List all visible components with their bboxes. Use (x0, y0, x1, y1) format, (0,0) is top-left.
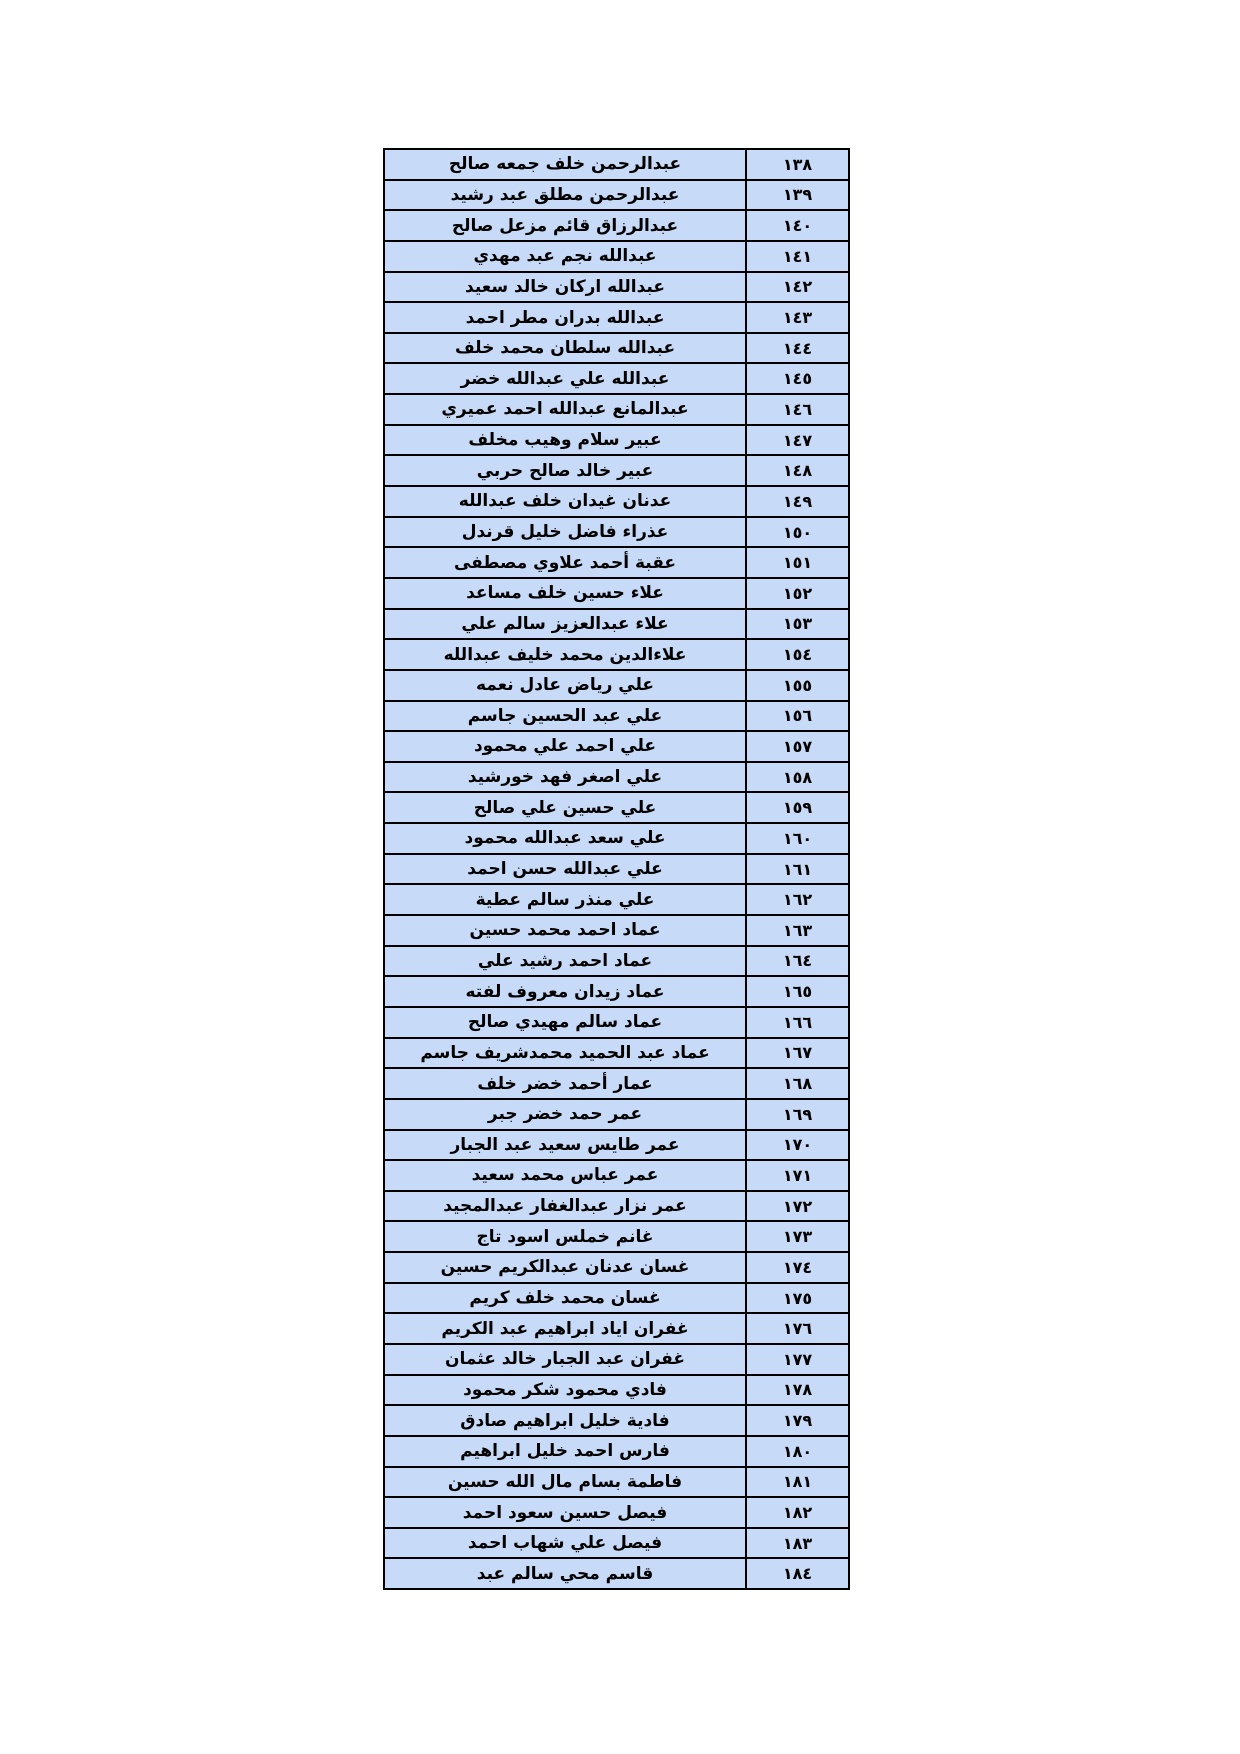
row-name-cell: عبدالرحمن مطلق عبد رشيد (450, 184, 680, 205)
row-name-cell: عبدالله اركان خالد سعيد (465, 276, 665, 297)
row-name-cell: عمر عباس محمد سعيد (471, 1165, 659, 1186)
row-number-cell: ١٥٩ (745, 793, 848, 822)
table-row (385, 732, 848, 763)
row-name-cell: عماد سالم مهيدي صالح (467, 1012, 663, 1033)
row-number-cell: ١٨٣ (745, 1529, 848, 1558)
row-name-cell: فادية خليل ابراهيم صادق (460, 1410, 670, 1431)
row-name-cell: عبدالله سلطان محمد خلف (454, 338, 676, 359)
row-name-cell: عماد احمد رشيد علي (477, 950, 653, 971)
table-row (385, 885, 848, 916)
row-number-cell: ١٥٢ (745, 579, 848, 608)
table-row (385, 211, 848, 242)
row-name-cell: غانم خملس اسود تاج (476, 1226, 654, 1247)
row-name-cell: فارس احمد خليل ابراهيم (460, 1441, 670, 1462)
row-number-cell: ١٤٤ (745, 334, 848, 363)
row-name-cell: عبدالرحمن خلف جمعه صالح (448, 154, 682, 175)
table-row (385, 824, 848, 855)
row-name-cell: علي رياض عادل نعمه (475, 675, 655, 696)
table-row (385, 1376, 848, 1407)
table-row (385, 1008, 848, 1039)
table-row (385, 947, 848, 978)
table-row (385, 426, 848, 457)
row-number-cell: ١٧١ (745, 1161, 848, 1190)
table-row (385, 1100, 848, 1131)
row-number-cell: ١٥٤ (745, 640, 848, 669)
row-number-cell: ١٧٤ (745, 1253, 848, 1282)
table-row (385, 487, 848, 518)
row-name-cell: عبدالمانع عبدالله احمد عميري (441, 399, 689, 420)
row-number-cell: ١٦٩ (745, 1100, 848, 1129)
row-name-cell: عقبة أحمد علاوي مصطفى (453, 552, 677, 573)
row-name-cell: عمر طايس سعيد عبد الجبار (450, 1134, 680, 1155)
row-name-cell: فادي محمود شكر محمود (463, 1379, 667, 1400)
table-row (385, 1437, 848, 1468)
table-row (385, 1131, 848, 1162)
row-number-cell: ١٧٥ (745, 1284, 848, 1313)
row-name-cell: عدنان غيدان خلف عبدالله (458, 491, 672, 512)
row-name-cell: فيصل علي شهاب احمد (467, 1533, 663, 1554)
row-name-cell: قاسم محي سالم عبد (476, 1563, 654, 1584)
row-name-cell: غفران عبد الجبار خالد عثمان (444, 1349, 686, 1370)
row-number-cell: ١٦١ (745, 855, 848, 884)
row-name-cell: عمر حمد خضر جبر (487, 1104, 643, 1125)
row-number-cell: ١٨٠ (745, 1437, 848, 1466)
row-number-cell: ١٥٥ (745, 671, 848, 700)
table-row (385, 1314, 848, 1345)
row-name-cell: عبير سلام وهيب مخلف (468, 430, 662, 451)
row-number-cell: ١٤٠ (745, 211, 848, 240)
row-number-cell: ١٥٣ (745, 610, 848, 639)
table-row (385, 1222, 848, 1253)
row-name-cell: عبدالله نجم عبد مهدي (473, 246, 657, 267)
table-row (385, 916, 848, 947)
table-row (385, 181, 848, 212)
table-row (385, 977, 848, 1008)
row-number-cell: ١٨٤ (745, 1559, 848, 1588)
row-number-cell: ١٦٣ (745, 916, 848, 945)
row-number-cell: ١٧٩ (745, 1406, 848, 1435)
table-row (385, 242, 848, 273)
table-row (385, 702, 848, 733)
row-name-cell: علي سعد عبدالله محمود (464, 828, 666, 849)
row-number-cell: ١٤٣ (745, 303, 848, 332)
table-row (385, 1284, 848, 1315)
row-name-cell: علي احمد علي محمود (473, 736, 657, 757)
row-number-cell: ١٤٨ (745, 456, 848, 485)
table-row (385, 855, 848, 886)
table-row (385, 1498, 848, 1529)
row-name-cell: عماد زيدان معروف لفته (465, 981, 665, 1002)
table-row (385, 456, 848, 487)
row-name-cell: غفران اياد ابراهيم عبد الكريم (441, 1318, 689, 1339)
table-row (385, 610, 848, 641)
row-name-cell: علي عبد الحسين جاسم (467, 705, 663, 726)
row-name-cell: عماد احمد محمد حسين (469, 920, 661, 941)
row-number-cell: ١٦٠ (745, 824, 848, 853)
row-number-cell: ١٦٦ (745, 1008, 848, 1037)
row-name-cell: علاءالدين محمد خليف عبدالله (443, 644, 687, 665)
table-row (385, 518, 848, 549)
row-number-cell: ١٧٣ (745, 1222, 848, 1251)
row-number-cell: ١٤٩ (745, 487, 848, 516)
row-number-cell: ١٥٨ (745, 763, 848, 792)
table-row (385, 1468, 848, 1499)
row-name-cell: علاء عبدالعزيز سالم علي (461, 613, 669, 634)
table-row (385, 395, 848, 426)
row-number-cell: ١٥٧ (745, 732, 848, 761)
row-name-cell: علاء حسين خلف مساعد (466, 583, 664, 604)
row-number-cell: ١٧٢ (745, 1192, 848, 1221)
row-name-cell: علي منذر سالم عطية (475, 889, 655, 910)
table-row (385, 150, 848, 181)
row-number-cell: ١٤٦ (745, 395, 848, 424)
row-number-cell: ١٦٥ (745, 977, 848, 1006)
row-number-cell: ١٦٢ (745, 885, 848, 914)
table-row (385, 763, 848, 794)
row-name-cell: علي عبدالله حسن احمد (467, 859, 663, 880)
row-name-cell: عذراء فاضل خليل قرندل (461, 522, 669, 542)
row-name-cell: عبير خالد صالح حربي (476, 460, 654, 481)
row-name-cell: عمر نزار عبدالغفار عبدالمجيد (443, 1196, 687, 1217)
row-number-cell: ١٥٠ (745, 518, 848, 547)
table-row (385, 1039, 848, 1070)
row-name-cell: عبدالله علي عبدالله خضر (460, 368, 670, 389)
table-row (385, 548, 848, 579)
table-row (385, 579, 848, 610)
row-name-cell: عمار أحمد خضر خلف (477, 1073, 653, 1094)
row-number-cell: ١٦٧ (745, 1039, 848, 1068)
names-roster-table (383, 148, 850, 1590)
row-name-cell: عبدالله بدران مطر احمد (465, 307, 665, 328)
row-name-cell: غسان عدنان عبدالكريم حسين (440, 1257, 690, 1278)
row-number-cell: ١٦٤ (745, 947, 848, 976)
table-row (385, 273, 848, 304)
table-row (385, 671, 848, 702)
row-name-cell: علي حسين علي صالح (473, 797, 657, 818)
row-number-cell: ١٦٨ (745, 1069, 848, 1098)
row-name-cell: عماد عبد الحميد محمدشريف جاسم (420, 1042, 710, 1063)
row-name-cell: فاطمة بسام مال الله حسين (447, 1471, 683, 1492)
table-row (385, 640, 848, 671)
table-row (385, 303, 848, 334)
row-name-cell: غسان محمد خلف كريم (469, 1288, 661, 1309)
row-number-cell: ١٤١ (745, 242, 848, 271)
row-number-cell: ١٤٢ (745, 273, 848, 302)
row-number-cell: ١٤٧ (745, 426, 848, 455)
row-name-cell: علي اصغر فهد خورشيد (467, 767, 663, 788)
table-row (385, 793, 848, 824)
table-row (385, 1406, 848, 1437)
row-name-cell: فيصل حسين سعود احمد (462, 1502, 668, 1523)
row-name-cell: عبدالرزاق قائم مزعل صالح (451, 215, 679, 236)
row-number-cell: ١٧٧ (745, 1345, 848, 1374)
table-row (385, 1253, 848, 1284)
row-number-cell: ١٣٨ (745, 150, 848, 179)
table-row (385, 1069, 848, 1100)
table-row (385, 364, 848, 395)
row-number-cell: ١٧٦ (745, 1314, 848, 1343)
row-number-cell: ١٨٢ (745, 1498, 848, 1527)
table-row (385, 1161, 848, 1192)
row-number-cell: ١٣٩ (745, 181, 848, 210)
table-row (385, 1529, 848, 1560)
row-number-cell: ١٧٨ (745, 1376, 848, 1405)
row-number-cell: ١٤٥ (745, 364, 848, 393)
row-number-cell: ١٨١ (745, 1468, 848, 1497)
table-row (385, 1559, 848, 1588)
row-number-cell: ١٧٠ (745, 1131, 848, 1160)
row-number-cell: ١٥١ (745, 548, 848, 577)
table-row (385, 334, 848, 365)
table-row (385, 1192, 848, 1223)
table-row (385, 1345, 848, 1376)
row-number-cell: ١٥٦ (745, 702, 848, 731)
